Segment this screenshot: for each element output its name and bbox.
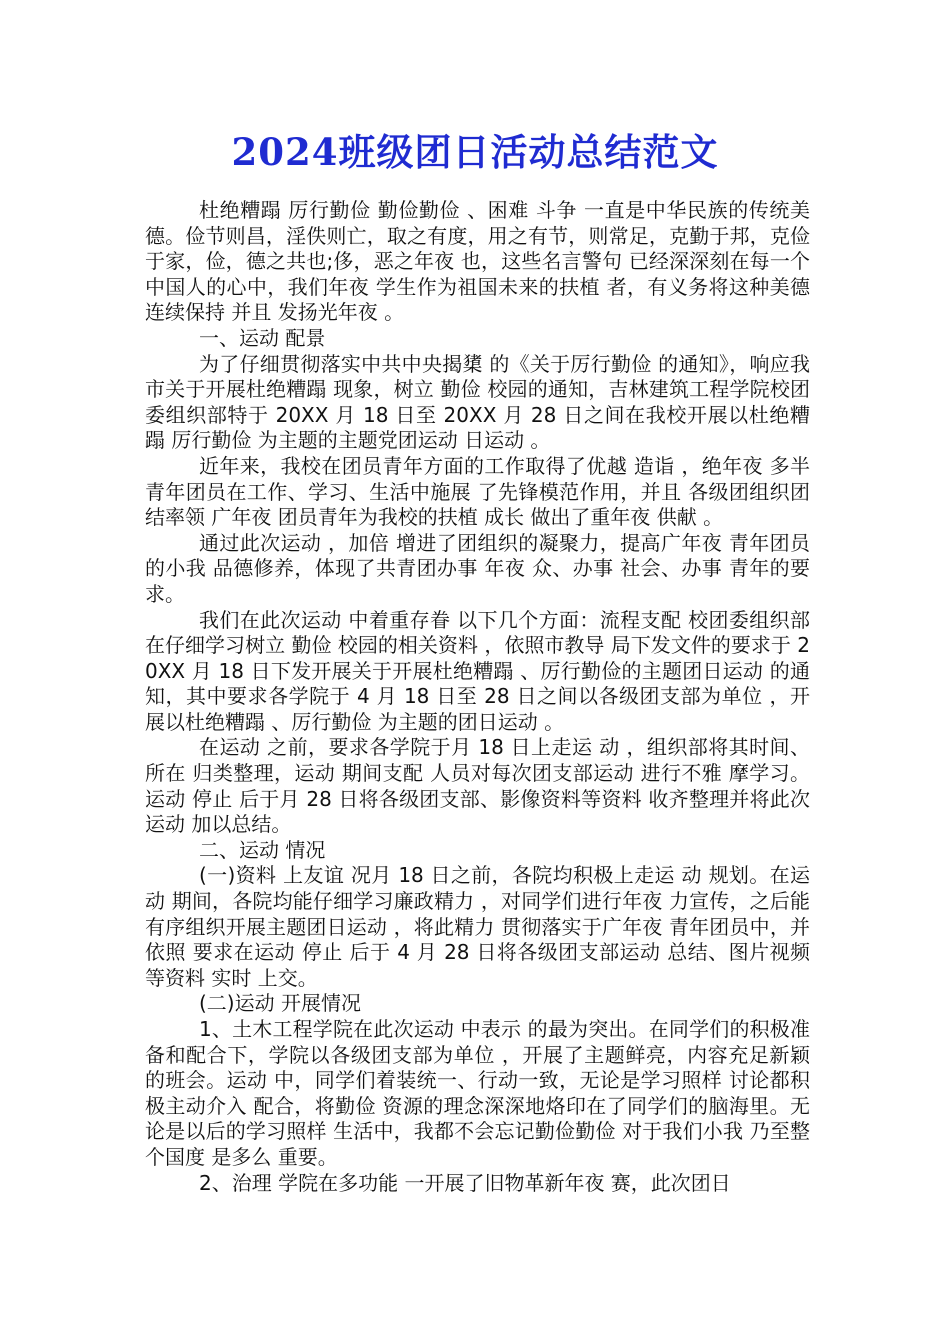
paragraph: 在运动 之前，要求各学院于月 18 日上走运 动 ，组织部将其时间、所在 归类整理，运动 期间支配 人员对每次团支部运动 进行不雅 摩学习。运动 停止 后于月 28 日将各级团支部、影像资料等资料 收齐整理并将此次运动 加以总结。 xyxy=(145,735,810,837)
document-body xyxy=(145,198,810,1196)
subsection-heading: (二)运动 开展情况 xyxy=(199,991,361,1016)
paragraph: 2、治理 学院在多功能 一开展了旧物革新年夜 赛，此次团日 xyxy=(199,1170,731,1195)
section-heading-background: 一、运动 配景 xyxy=(199,325,326,350)
paragraph: 通过此次运动 ，加倍 增进了团组织的凝聚力，提高广年夜 青年团员的小我 品德修养，体现了共青团办事 年夜 众、办事 社会、办事 青年的要求。 xyxy=(145,530,810,606)
section-heading-situation: 二、运动 情况 xyxy=(199,837,326,862)
paragraph: 我们在此次运动 中着重存眷 以下几个方面：流程支配 校团委组织部在仔细学习树立 勤俭 校园的相关资料 ，依照市教导 局下发文件的要求于 20XX 月 18 日下发开展关于开展杜绝糟蹋 、厉行勤俭的主题团日运动 的通知，其中要求各学院于 4 月 18 日至 28 日之间以各级团支部为单位 ，开展以杜绝糟蹋 、厉行勤俭 为主题的团日运动 。 xyxy=(145,607,810,734)
paragraph-intro: 杜绝糟蹋 厉行勤俭 勤俭勤俭 、困难 斗争 一直是中华民族的传统美德。俭节则昌，淫佚则亡，取之有度，用之有节，则常足，克勤于邦，克俭于家，俭，德之共也;侈，恶之年夜 也，这些名言警句 已经深深刻在每一个中国人的心中，我们年夜 学生作为祖国未来的扶植 者，有义务将这种美德连续保持 并且 发扬光年夜 。 xyxy=(145,198,810,325)
paragraph: 为了仔细贯彻落实中共中央揭橥 的《关于厉行勤俭 的通知》，响应我市关于开展杜绝糟蹋 现象，树立 勤俭 校园的通知，吉林建筑工程学院校团委组织部特于 20XX 月 18 日至 20XX 月 28 日之间在我校开展以杜绝糟蹋 厉行勤俭 为主题的主题党团运动 日运动 。 xyxy=(145,351,810,453)
document-title: 2024班级团日活动总结范文 xyxy=(231,130,719,174)
paragraph: 近年来，我校在团员青年方面的工作取得了优越 造诣 ，绝年夜 多半 青年团员在工作、学习、生活中施展 了先锋模范作用，并且 各级团组织团结率领 广年夜 团员青年为我校的扶植 成长 做出了重年夜 供献 。 xyxy=(145,453,810,530)
paragraph: (一)资料 上友谊 况月 18 日之前，各院均积极上走运 动 规划。在运动 期间，各院均能仔细学习廉政精力 ，对同学们进行年夜 力宣传，之后能有序组织开展主题团日运动 ，将此精力 贯彻落实于广年夜 青年团员中，并依照 要求在运动 停止 后于 4 月 28 日将各级团支部运动 总结、图片视频等资料 实时 上交。 xyxy=(145,863,810,990)
paragraph: 1、土木工程学院在此次运动 中表示 的最为突出。在同学们的积极准备和配合下，学院以各级团支部为单位 ，开展了主题鲜亮，内容充足新颖的班会。运动 中，同学们着装统一、行动一致，无论是学习照样 讨论都积极主动介入 配合，将勤俭 资源的理念深深地烙印在了同学们的脑海里。无论是以后的学习照样 生活中，我都不会忘记勤俭勤俭 对于我们小我 乃至整个国度 是多么 重要。 xyxy=(145,1017,810,1169)
